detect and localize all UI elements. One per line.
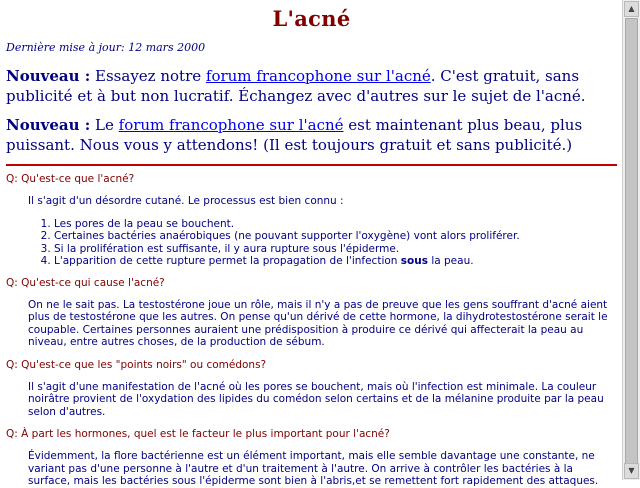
faq-answer: Il s'agit d'une manifestation de l'acné où les pores se bouchent, mais où l'infection est minimale. La couleur noirâtre provient de l'oxydation des lipides du comédon selon certains et de la mélanine produite par la peau selon d'autres. (28, 380, 604, 418)
step4-text: L'apparition de cette rupture permet la propagation de l'infection (54, 255, 401, 267)
faq-answer: Évidemment, la flore bactérienne est un élément important, mais elle semble davantage une constante, ne variant pas d'une personne à l'autre et d'un traitement à l'autre. On arrive à contrôler les bactéries à la surface, mais les bactéries sous l'épiderme sont bien à l'abris,et se remettent fort rapidement des attaques. (28, 450, 599, 487)
news-text-after: est maintenant plus beau, plus puissant. Nous vous y attendons! (Il est toujours gratuit et sans publicité.) (6, 116, 583, 154)
list-item (54, 255, 617, 268)
news-label: Nouveau : (6, 67, 91, 85)
faq-question: Q: Qu'est-ce que l'acné? (6, 173, 135, 185)
faq-question: Q: Qu'est-ce qui cause l'acné? (6, 276, 165, 289)
faq-answer: On ne le sait pas. La testostérone joue un rôle, mais il n'y a pas de preuve que les gens souffrant d'acné aient plus de testostérone que les autres. On pense qu'un dérivé de cette hormone, la dihydrotestostérone serait le coupable. Certaines personnes auraient une prédisposition à produire ce dérivé qui affecterait la peau au niveau, entre autres choses, de la production de sébum. (28, 298, 608, 348)
scrollbar-thumb[interactable] (625, 18, 638, 473)
vertical-scrollbar[interactable] (622, 0, 640, 480)
divider (6, 164, 617, 166)
forum-link[interactable]: forum francophone sur l'acné (205, 67, 431, 85)
news-text-before: Essayez notre (90, 67, 206, 85)
news-item-1 (6, 66, 617, 106)
last-update: Dernière mise à jour: 12 mars 2000 (6, 41, 206, 54)
list-item: 1. Les pores de la peau se bouchent. (54, 218, 617, 231)
arrow-down-icon[interactable]: ▼ (624, 463, 639, 479)
faq-answer-intro: Il s'agit d'un désordre cutané. Le processus est bien connu : (28, 195, 344, 207)
page-title: L'acné (272, 6, 351, 31)
arrow-up-icon[interactable]: ▲ (624, 1, 639, 17)
step4-text-end: la peau. (427, 255, 474, 267)
news-text-after: . C'est gratuit, sans publicité et à but non lucratif. Échangez avec d'autres sur le sujet de l'acné. (6, 67, 586, 105)
faq-question: Q: À part les hormones, quel est le facteur le plus important pour l'acné? (6, 428, 390, 440)
forum-link[interactable]: forum francophone sur l'acné (118, 116, 344, 134)
process-steps-list (28, 218, 617, 268)
faq-question: Q: Qu'est-ce que les "points noirs" ou comédons? (6, 358, 267, 371)
news-item-2 (6, 115, 617, 155)
news-label: Nouveau : (6, 116, 91, 134)
list-item: 3. Si la prolifération est suffisante, il y aura rupture sous l'épiderme. (54, 243, 617, 256)
list-item: 2. Certaines bactéries anaérobiques (ne pouvant supporter l'oxygène) vont alors proliférer. (54, 230, 617, 243)
news-text-before: Le (90, 116, 119, 134)
step4-bold: sous (400, 255, 428, 267)
